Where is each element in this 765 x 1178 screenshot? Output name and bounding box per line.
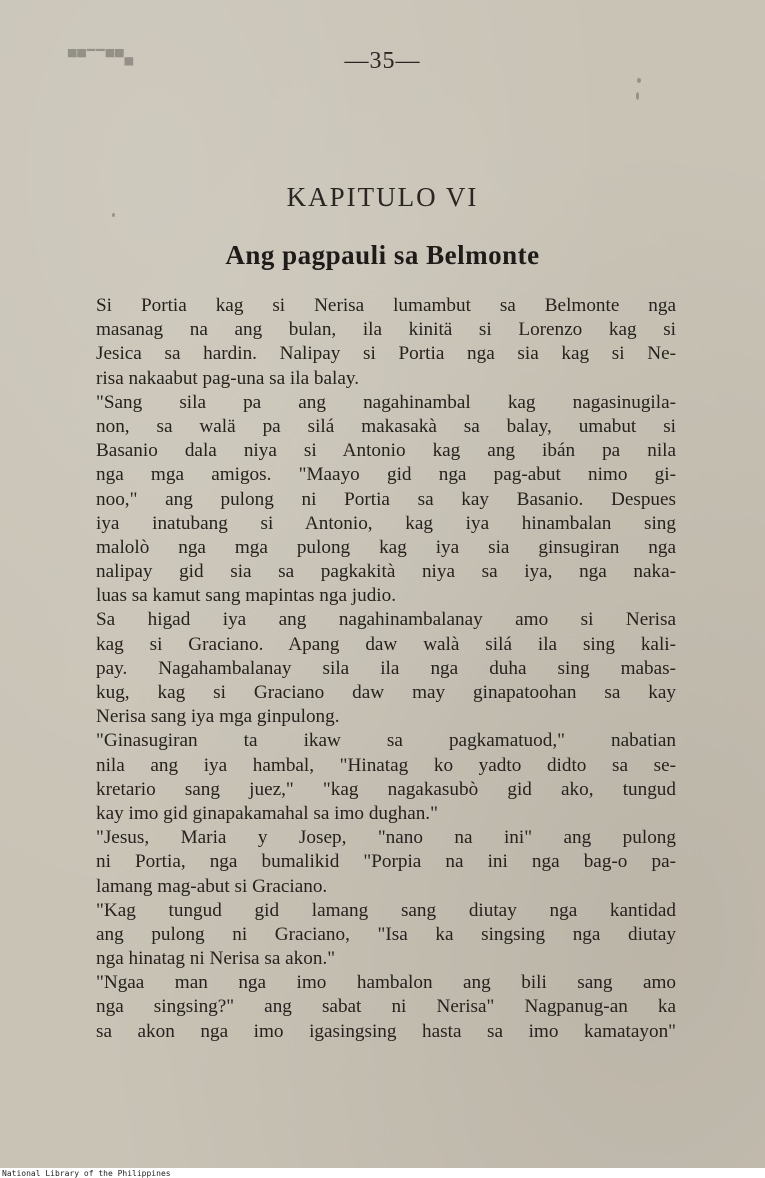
text-line: Nerisa sang iya mga ginpulong. [96, 706, 340, 728]
text-line: kug, kag si Graciano daw may ginapatoohan sa kay [96, 682, 676, 703]
text-line: Si Portia kag si Nerisa lumambut sa Belmonte nga [96, 295, 676, 316]
body-text [96, 294, 676, 1044]
text-line: Jesica sa hardin. Nalipay si Portia nga sia kag si Ne- [96, 343, 676, 365]
text-line: "Sang sila pa ang nagahinambal kag nagasinugila- [96, 391, 676, 413]
text-line: nga mga amigos. "Maayo gid nga pag-abut nimo gi- [96, 464, 676, 486]
text-line: nga hinatag ni Nerisa sa akon." [96, 948, 336, 970]
text-line: pay. Nagahambalanay sila ila nga duha sing mabas- [96, 657, 676, 679]
text-line: sa akon nga imo igasingsing hasta sa imo kamatayon" [96, 1020, 676, 1042]
ink-speck [112, 213, 115, 217]
text-line: nalipay gid sia sa pagkakità niya sa iya, nga naka- [96, 561, 676, 583]
text-line: lamang mag-abut si Graciano. [96, 875, 328, 897]
text-line: kay imo gid ginapakamahal sa imo dughan." [96, 802, 438, 824]
chapter-label: KAPITULO VI [286, 182, 479, 212]
text-line: kretario sang juez," "kag nagakasubò gid ako, tungud [96, 778, 676, 800]
ink-speck [637, 78, 641, 83]
text-line: ang pulong ni Graciano, "Isa ka singsing nga diutay [96, 923, 676, 945]
text-line: malolò nga mga pulong kag iya sia ginsugiran nga [96, 536, 676, 558]
text-line: "Ginasugiran ta ikaw sa pagkamatuod," nabatian [96, 730, 676, 752]
text-line: "Ngaa man nga imo hambalon ang bili sang amo [96, 972, 676, 994]
text-line: Basanio dala niya si Antonio kag ang ibán pa nila [96, 440, 676, 462]
text-line: ni Portia, nga bumalikid "Porpia na ini nga bag-o pa- [96, 851, 676, 873]
text-line: nga singsing?" ang sabat ni Nerisa" Nagpanug-an ka [96, 996, 676, 1018]
text-line: "Jesus, Maria y Josep, "nano na ini" ang pulong [96, 827, 676, 849]
text-line: nila ang iya hambal, "Hinatag ko yadto didto sa se- [96, 754, 676, 776]
library-stamp-mark: ▀▀▔▔▀▀▄ [68, 50, 135, 66]
text-line: "Kag tungud gid lamang sang diutay nga kantidad [96, 899, 676, 921]
text-line: noo," ang pulong ni Portia sa kay Basanio. Despues [96, 488, 676, 510]
text-line: Sa higad iya ang nagahinambalanay amo si Nerisa [96, 609, 676, 631]
library-credit: National Library of the Philippines [2, 1169, 171, 1178]
text-line: iya inatubang si Antonio, kag iya hinambalan sing [96, 512, 676, 534]
text-line: kag si Graciano. Apang daw walà silá ila sing kali- [96, 633, 676, 655]
text-line: masanag na ang bulan, ila kinitä si Lorenzo kag si [96, 319, 676, 341]
ink-speck [636, 92, 639, 100]
page-number: —35— [344, 48, 421, 74]
text-line: non, sa walä pa silá makasakà sa balay, umabut si [96, 415, 676, 437]
text-line: luas sa kamut sang mapintas nga judio. [96, 585, 397, 607]
text-line: risa nakaabut pag-una sa ila balay. [96, 367, 360, 389]
chapter-title: Ang pagpauli sa Belmonte [225, 240, 540, 270]
